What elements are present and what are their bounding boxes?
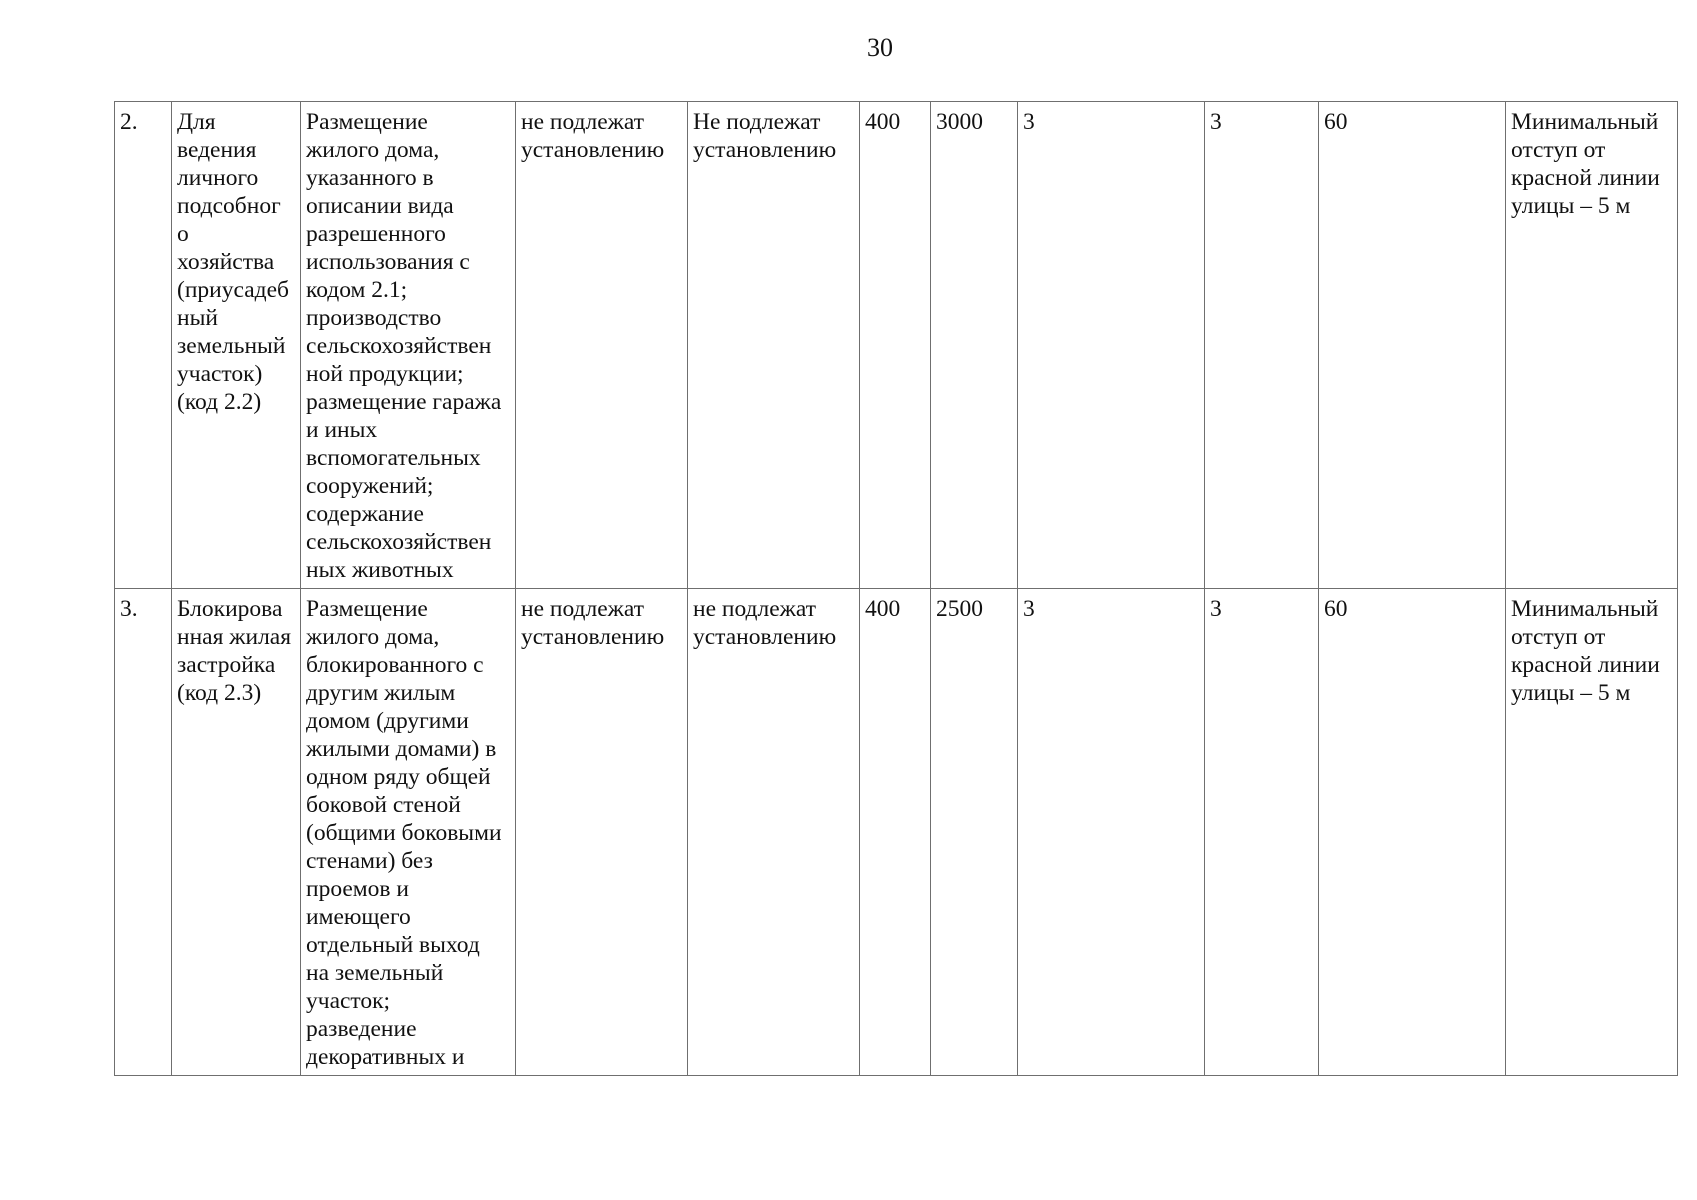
use-type-cell xyxy=(172,589,301,1076)
cell-value: Не подлежат установлению xyxy=(693,109,837,163)
cell-value: 3000 xyxy=(936,109,983,135)
notes-text: Минимальный отступ от красной линии улицы – 5 м xyxy=(1511,109,1660,219)
notes-cell xyxy=(1506,102,1678,589)
table-cell xyxy=(516,589,688,1076)
cell-value: не подлежат установлению xyxy=(521,596,665,650)
row-number: 3. xyxy=(120,596,138,622)
row-number: 2. xyxy=(120,109,138,135)
cell-value: 60 xyxy=(1324,596,1348,622)
row-number-cell xyxy=(115,589,172,1076)
table-cell xyxy=(516,102,688,589)
description-cell xyxy=(301,589,516,1076)
table-cell xyxy=(1205,589,1319,1076)
notes-text: Минимальный отступ от красной линии улицы – 5 м xyxy=(1511,596,1660,706)
cell-value: 3 xyxy=(1023,596,1035,622)
row-number-cell xyxy=(115,102,172,589)
cell-value: не подлежат установлению xyxy=(521,109,665,163)
table-cell xyxy=(931,589,1018,1076)
table-cell xyxy=(860,102,931,589)
notes-cell xyxy=(1506,589,1678,1076)
use-description: Размещение жилого дома, блокированного с другим жилым домом (другими жилыми домами) в одном ряду общей боковой стеной (общими боковыми стенами) без проемов и имеющего отдельный выход на земельный участок; разведение декоративных и xyxy=(306,596,502,1070)
cell-value: 3 xyxy=(1023,109,1035,135)
use-type-cell xyxy=(172,102,301,589)
cell-value: 400 xyxy=(865,596,901,622)
page-number: 30 xyxy=(867,33,893,62)
zoning-table xyxy=(114,101,1678,1076)
table-cell xyxy=(688,589,860,1076)
cell-value: 3 xyxy=(1210,596,1222,622)
table-cell xyxy=(688,102,860,589)
table-cell xyxy=(1319,102,1506,589)
cell-value: 400 xyxy=(865,109,901,135)
table-cell xyxy=(931,102,1018,589)
table-cell xyxy=(1018,102,1205,589)
cell-value: 3 xyxy=(1210,109,1222,135)
cell-value: 60 xyxy=(1324,109,1348,135)
cell-value: 2500 xyxy=(936,596,983,622)
description-cell xyxy=(301,102,516,589)
table-cell xyxy=(1018,589,1205,1076)
use-type: Блокирова нная жилая застройка (код 2.3) xyxy=(177,596,292,706)
table-cell xyxy=(1319,589,1506,1076)
cell-value: не подлежат установлению xyxy=(693,596,837,650)
table-row xyxy=(115,102,1678,589)
table-row xyxy=(115,589,1678,1076)
use-type: Для ведения личного подсобног о хозяйства (приусадеб ный земельный участок) (код 2.2) xyxy=(177,109,289,415)
table-cell xyxy=(1205,102,1319,589)
use-description: Размещение жилого дома, указанного в описании вида разрешенного использования с кодом 2.1; производство сельскохозяйствен ной продукции; размещение гаража и иных вспомогательных сооружений; содержание сельскохозяйствен ных животных xyxy=(306,109,502,583)
table-cell xyxy=(860,589,931,1076)
